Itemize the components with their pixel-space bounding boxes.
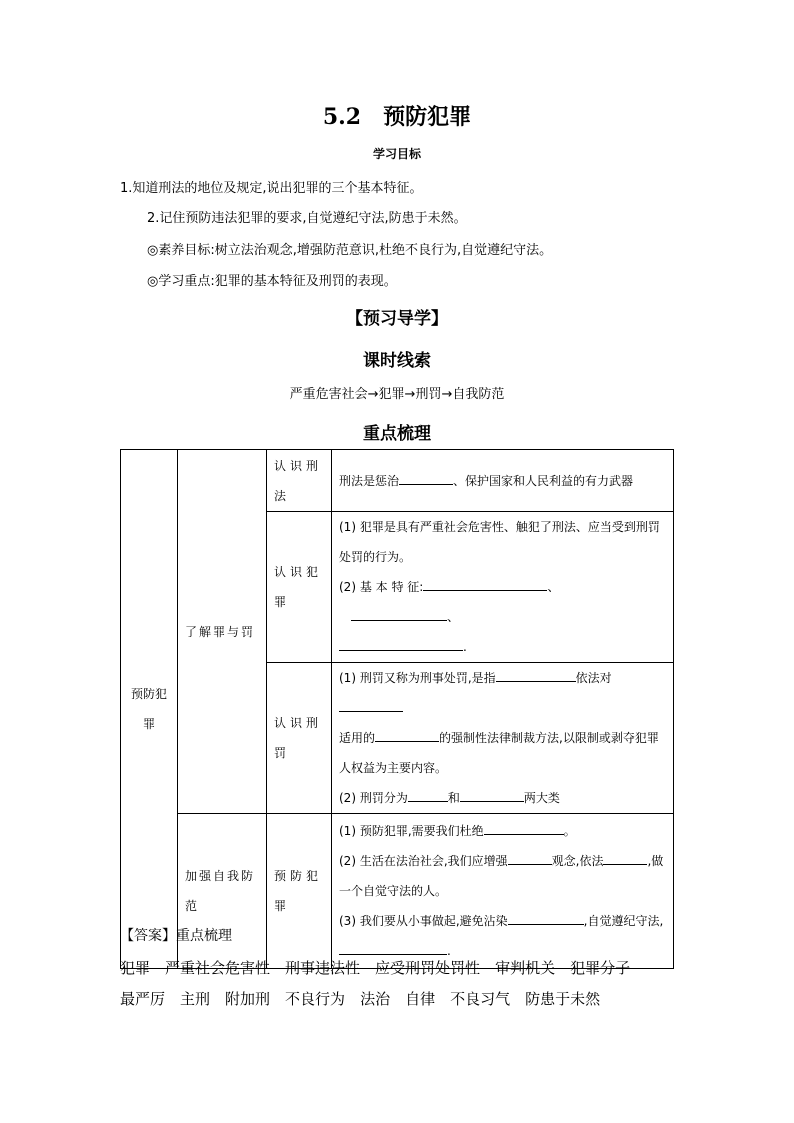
answer-item: 主刑 [180,990,211,1008]
answer-item: 不良行为 [285,990,346,1008]
objective-focus: ◎学习重点:犯罪的基本特征及刑罚的表现。 [147,274,397,289]
subtitle: 学习目标 [372,147,421,161]
answer-blank[interactable] [408,787,448,802]
answer-blank[interactable] [508,910,584,925]
answer-item: 法治 [360,990,391,1008]
answer-item: 附加刑 [225,990,271,1008]
group-cell-understand: 了解罪与罚 [178,450,267,814]
key-points-table [120,449,674,969]
topic-cell-prevent-crime: 预防犯罪 [267,814,332,969]
answer-blank[interactable] [339,940,447,955]
answer-item: 最严厉 [120,990,166,1008]
lesson-number: 5.2 [322,104,362,130]
answer-blank[interactable] [399,470,453,485]
lesson-title: 预防犯罪 [383,104,472,130]
content-cell-punishment: (1) 刑罚又称为刑事处罚,是指 依法对 适用的 的强制性法律制裁方法,以限制或剥夺犯罪人权益为主要内容。 (2) 刑罚分为 和 两大类 [332,663,674,814]
objective-literacy: ◎素养目标:树立法治观念,增强防范意识,杜绝不良行为,自觉遵纪守法。 [147,243,553,258]
page-title [0,100,794,131]
answer-blank[interactable] [423,576,547,591]
content-cell-criminal-law: 刑法是惩治 、保护国家和人民利益的有力武器 [332,450,674,512]
answer-item: 不良习气 [450,990,511,1008]
answer-blank[interactable] [484,820,564,835]
answer-blank[interactable] [351,606,447,621]
content-cell-prevent-crime: (1) 预防犯罪,需要我们杜绝 。 (2) 生活在法治社会,我们应增强 观念,依法 ,做一个自觉守法的人。 (3) 我们要从小事做起,避免沾染 ,自觉遵纪守法, . [332,814,674,969]
answer-blank[interactable] [339,636,463,651]
objective-1: 1.知道刑法的地位及规定,说出犯罪的三个基本特征。 [120,181,423,196]
section-preview-heading: 【预习导学】 [346,309,448,329]
answer-item: 自律 [405,990,436,1008]
answer-header: 【答案】重点梳理 [120,928,232,944]
answer-blank[interactable] [508,850,552,865]
topic-cell-criminal-law: 认识刑法 [267,450,332,512]
answer-item: 应受刑罚处罚性 [375,959,481,977]
objective-2: 2.记住预防违法犯罪的要求,自觉遵纪守法,防患于未然。 [147,211,467,226]
answer-item: 刑事违法性 [285,959,361,977]
answer-item: 严重社会危害性 [165,959,271,977]
topic-cell-crime: 认识犯罪 [267,512,332,663]
root-cell: 预防犯罪 [121,450,178,969]
clue-flow: 严重危害社会→犯罪→刑罚→自我防范 [289,387,505,402]
answer-item: 犯罪分子 [570,959,631,977]
answer-item: 犯罪 [120,959,151,977]
content-cell-crime: (1) 犯罪是具有严重社会危害性、触犯了刑法、应当受到刑罚处罚的行为。 (2) 基 本 特 征: 、、 . [332,512,674,663]
answers-line-2 [120,988,615,1009]
answer-blank[interactable] [375,727,439,742]
section-clue-heading: 课时线索 [363,351,431,371]
answer-item: 防患于未然 [525,990,601,1008]
answer-blank[interactable] [496,667,576,682]
answer-item: 审判机关 [495,959,556,977]
answer-blank[interactable] [603,850,647,865]
answer-blank[interactable] [460,787,524,802]
answers-line-1 [120,957,645,978]
topic-cell-punishment: 认识刑罚 [267,663,332,814]
answer-blank[interactable] [339,697,403,712]
section-key-heading: 重点梳理 [363,424,431,444]
group-cell-self-protection: 加强自我防范 [178,814,267,969]
